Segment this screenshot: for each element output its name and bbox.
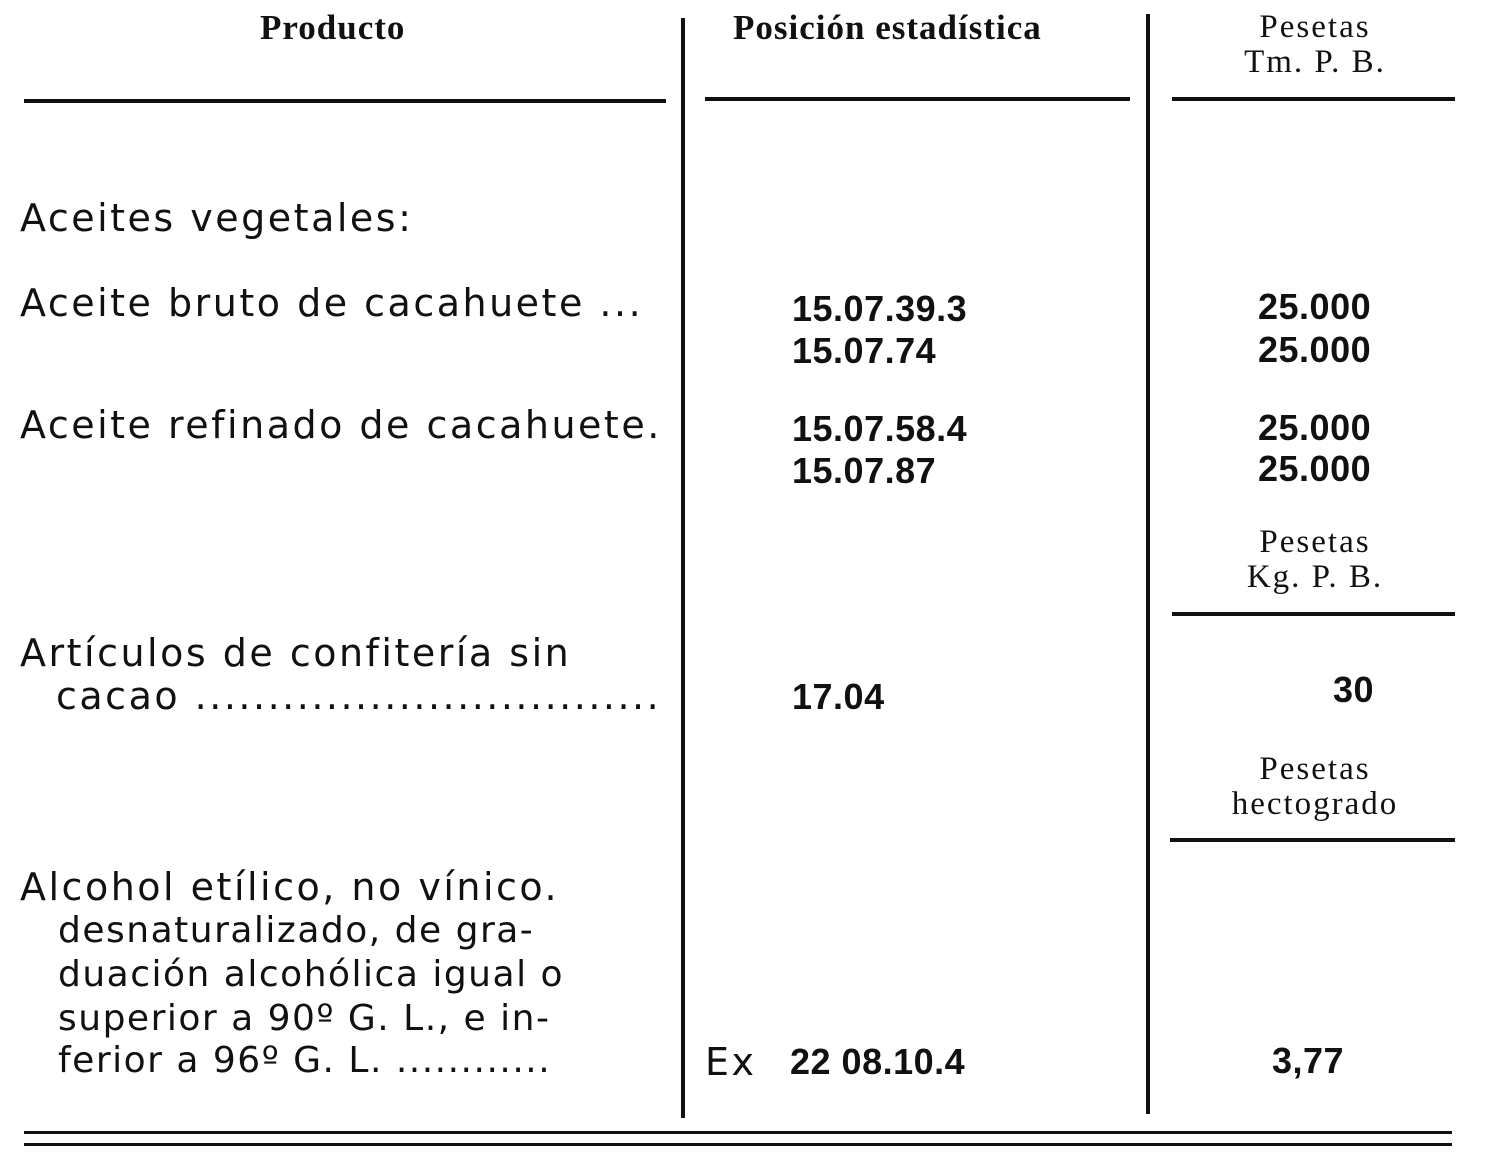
unit-line-2: Tm. P. B. [1244,44,1386,80]
header-rule-producto [24,99,666,103]
bottom-rule-top [24,1131,1452,1134]
price-value: 25.000 [1258,407,1372,448]
position-code: 15.07.87 [792,450,937,491]
header-rule-pesetas [1172,97,1455,101]
product-label: Aceite refinado de cacahuete. [20,403,662,447]
bottom-rule-bottom [24,1143,1452,1146]
product-label: desnaturalizado, de gra- [58,910,535,951]
header-posicion-estadistica: Posición estadística [733,8,1042,47]
position-code: 15.07.39.3 [792,288,968,329]
product-label: duación alcohólica igual o [58,954,565,995]
price-value: 25.000 [1258,329,1372,370]
column-divider-1 [681,18,685,1118]
product-label: Alcohol etílico, no vínico. [20,865,560,909]
price-value: 3,77 [1272,1040,1345,1081]
unit-line-2: hectogrado [1231,786,1399,822]
header-producto: Producto [260,8,406,47]
column-divider-2 [1146,14,1150,1114]
position-code: 15.07.58.4 [792,408,968,449]
product-label: Artículos de confitería sin [20,631,572,675]
position-prefix: Ex [705,1040,757,1084]
unit-line-2: Kg. P. B. [1246,559,1384,595]
unit-rule-kg [1172,612,1455,616]
unit-header-hectogrado [1180,752,1450,822]
unit-rule-hectogrado [1170,838,1455,842]
unit-line-1: Pesetas [1259,751,1371,787]
price-value: 25.000 [1258,286,1372,327]
position-code: 22 08.10.4 [790,1041,966,1082]
section-title: Aceites vegetales: [20,196,414,240]
unit-line-1: Pesetas [1259,9,1371,45]
header-unit-tm [1180,10,1450,80]
product-label: superior a 90º G. L., e in- [58,998,551,1039]
product-label: ferior a 96º G. L. ............ [58,1040,552,1081]
product-label: Aceite bruto de cacahuete ... [20,281,644,325]
price-value: 25.000 [1258,448,1372,489]
product-label: cacao ................................ [56,674,662,718]
unit-header-kg [1180,525,1450,595]
price-value: 30 [1333,669,1375,710]
unit-line-1: Pesetas [1259,524,1371,560]
position-code: 15.07.74 [792,330,937,371]
header-rule-posicion [705,97,1130,101]
position-code: 17.04 [792,676,885,717]
